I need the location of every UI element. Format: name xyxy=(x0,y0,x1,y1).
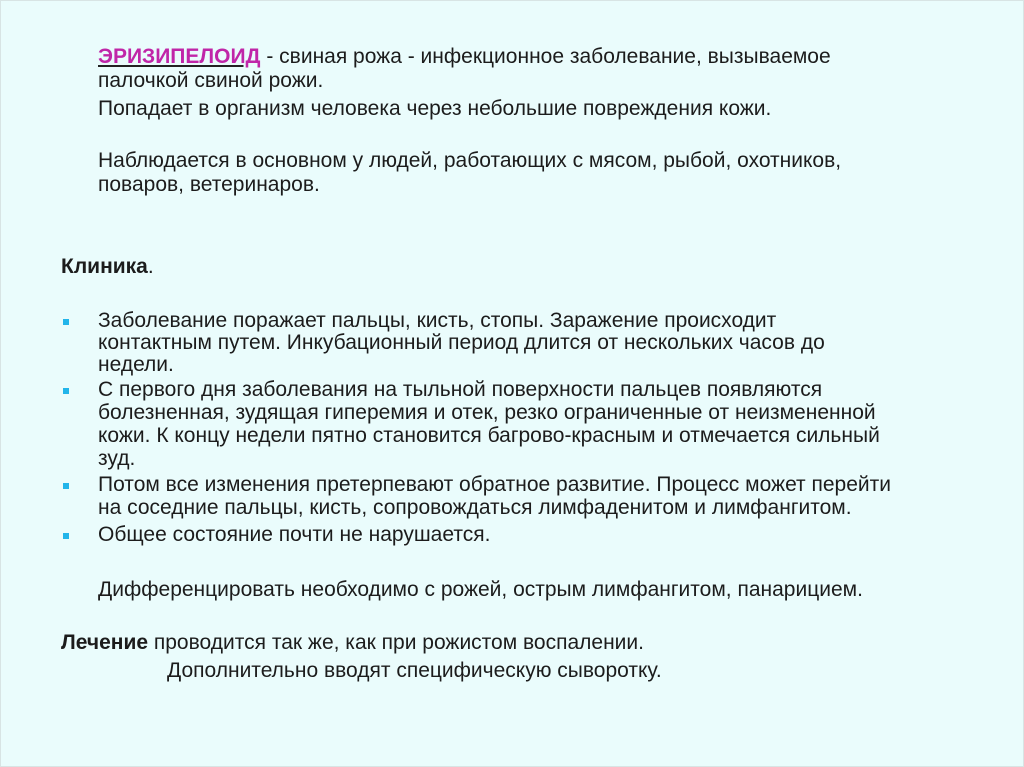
bullet-2-line-3: кожи. К концу недели пятно становится багрово-красным и отмечается сильный xyxy=(98,424,880,447)
clinic-heading xyxy=(61,255,154,279)
differential-text: Дифференцировать необходимо с рожей, острым лимфангитом, панарицием. xyxy=(98,578,863,601)
bullet-2-line-1: С первого дня заболевания на тыльной поверхности пальцев появляются xyxy=(98,378,823,401)
bullet-1-line-2: контактным путем. Инкубационный период длится от нескольких часов до xyxy=(98,331,825,354)
treatment-label: Лечение xyxy=(61,631,149,654)
bullet-marker xyxy=(63,319,69,325)
bullet-3-line-1: Потом все изменения претерпевают обратное развитие. Процесс может перейти xyxy=(98,473,891,496)
clinic-heading-dot: . xyxy=(147,255,154,278)
bullet-1-line-3: недели. xyxy=(98,353,174,376)
intro-line-4: Наблюдается в основном у людей, работающих с мясом, рыбой, охотников, xyxy=(98,149,842,172)
term-erysipeloid: ЭРИЗИПЕЛОИД xyxy=(98,45,261,68)
bullet-1-line-1: Заболевание поражает пальцы, кисть, стопы. Заражение происходит xyxy=(98,309,777,332)
treatment-line-1-rest: проводится так же, как при рожистом воспалении. xyxy=(148,631,644,654)
bullet-2-line-4: зуд. xyxy=(98,447,136,470)
bullet-marker xyxy=(63,533,69,539)
bullet-2-line-2: болезненная, зудящая гиперемия и отек, резко ограниченные от неизмененной xyxy=(98,401,876,424)
intro-line-3: Попадает в организм человека через небольшие повреждения кожи. xyxy=(98,97,772,120)
bullet-marker xyxy=(63,388,69,394)
intro-line-1 xyxy=(98,45,831,69)
clinic-heading-text: Клиника xyxy=(61,255,148,278)
intro-line-1-rest: - свиная рожа - инфекционное заболевание, вызываемое xyxy=(260,45,831,68)
intro-line-2: палочкой свиной рожи. xyxy=(98,69,324,92)
treatment-line-1 xyxy=(61,631,644,655)
bullet-4-line-1: Общее состояние почти не нарушается. xyxy=(98,523,491,546)
bullet-3-line-2: на соседние пальцы, кисть, сопровождаться лимфаденитом и лимфангитом. xyxy=(98,496,852,519)
treatment-line-2: Дополнительно вводят специфическую сыворотку. xyxy=(167,659,662,682)
intro-line-5: поваров, ветеринаров. xyxy=(98,173,320,196)
bullet-marker xyxy=(63,483,69,489)
